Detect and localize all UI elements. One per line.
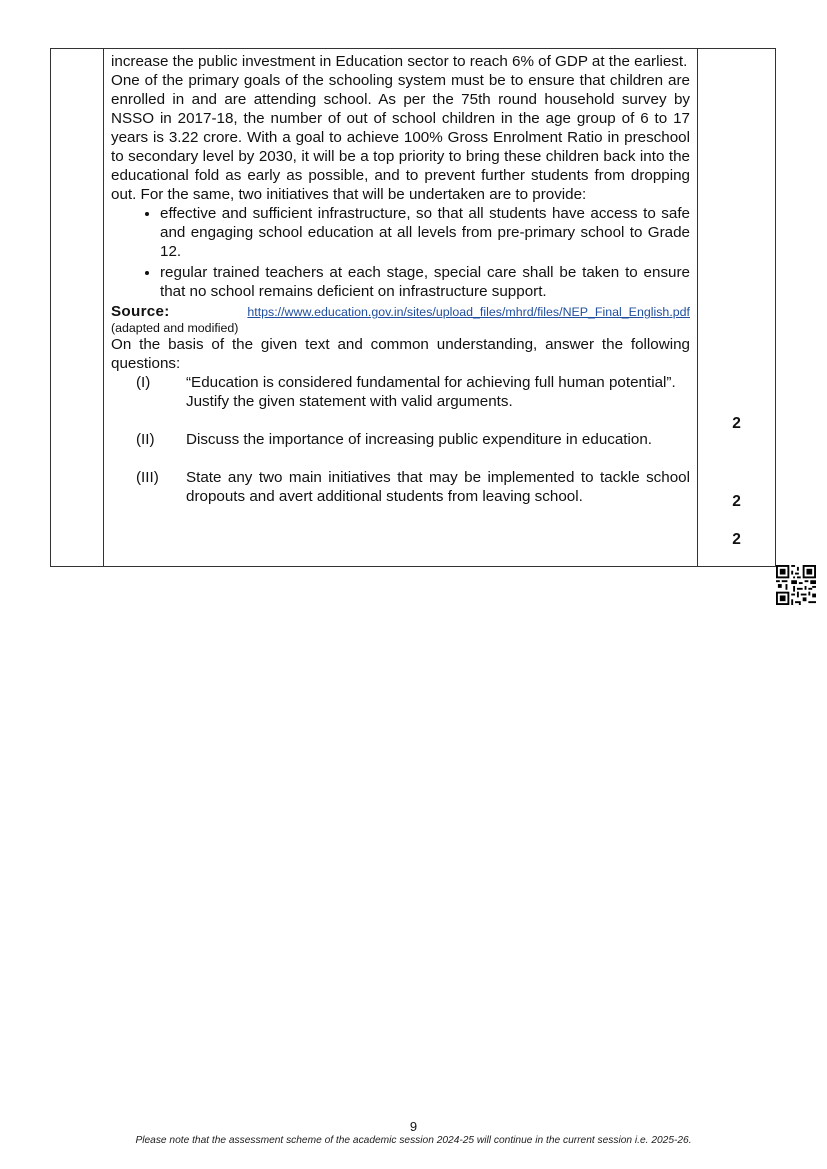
source-link[interactable]: https://www.education.gov.in/sites/upload_files/mhrd/files/NEP_Final_English.pdf <box>247 305 690 319</box>
question-1-text: “Education is considered fundamental for achieving full human potential”. <box>186 374 676 391</box>
marks-question-1: 2 <box>732 415 741 432</box>
source-line <box>111 303 690 320</box>
question-number-cell <box>51 49 104 567</box>
question-2 <box>111 430 690 449</box>
question-content-cell <box>104 49 698 567</box>
list-item: • regular trained teachers at each stage, special care shall be taken to ensure that no school remains deficient on infrastructure support. <box>160 263 690 301</box>
page-number: 9 <box>409 1119 418 1134</box>
initiatives-list <box>111 204 690 301</box>
question-3 <box>111 468 690 506</box>
question-2-number: (II) <box>136 431 155 448</box>
passage-intro: increase the public investment in Education sector to reach 6% of GDP at the earliest. <box>111 53 688 70</box>
instruction: On the basis of the given text and common understanding, answer the following questions: <box>111 336 690 372</box>
question-1-number: (I) <box>136 374 151 391</box>
question-3-number: (III) <box>136 469 159 486</box>
marks-cell <box>698 49 776 567</box>
question-3-text: State any two main initiatives that may be implemented to tackle school dropouts and avert additional students from leaving school. <box>186 469 690 505</box>
source-note: (adapted and modified) <box>111 321 239 335</box>
footer-note: Please note that the assessment scheme of the academic session 2024-25 will continue in the current session i.e. 2025-26. <box>135 1135 692 1146</box>
qr-code-icon <box>776 565 816 605</box>
marks-question-3: 2 <box>732 531 741 548</box>
question-2-text: Discuss the importance of increasing public expenditure in education. <box>186 431 653 448</box>
list-item: • effective and sufficient infrastructure, so that all students have access to safe and engaging school education at all levels from pre-primary school to Grade 12. <box>160 204 690 261</box>
question-1 <box>111 373 690 411</box>
marks-question-2: 2 <box>732 493 741 510</box>
passage-paragraph: One of the primary goals of the schooling system must be to ensure that children are enrolled in and are attending school. As per the 75th round household survey by NSSO in 2017-18, the number of out of school children in the age group of 6 to 17 years is 3.22 crore. With a goal to achieve 100% Gross Enrolment Ratio in preschool to secondary level by 2030, it will be a top priority to bring these children back into the educational fold as early as possible, and to prevent further students from dropping out. For the same, two initiatives that will be undertaken are to provide: <box>111 72 690 203</box>
source-label: Source: <box>111 303 170 320</box>
question-1-subtext: Justify the given statement with valid arguments. <box>186 393 513 410</box>
question-table <box>50 48 776 567</box>
